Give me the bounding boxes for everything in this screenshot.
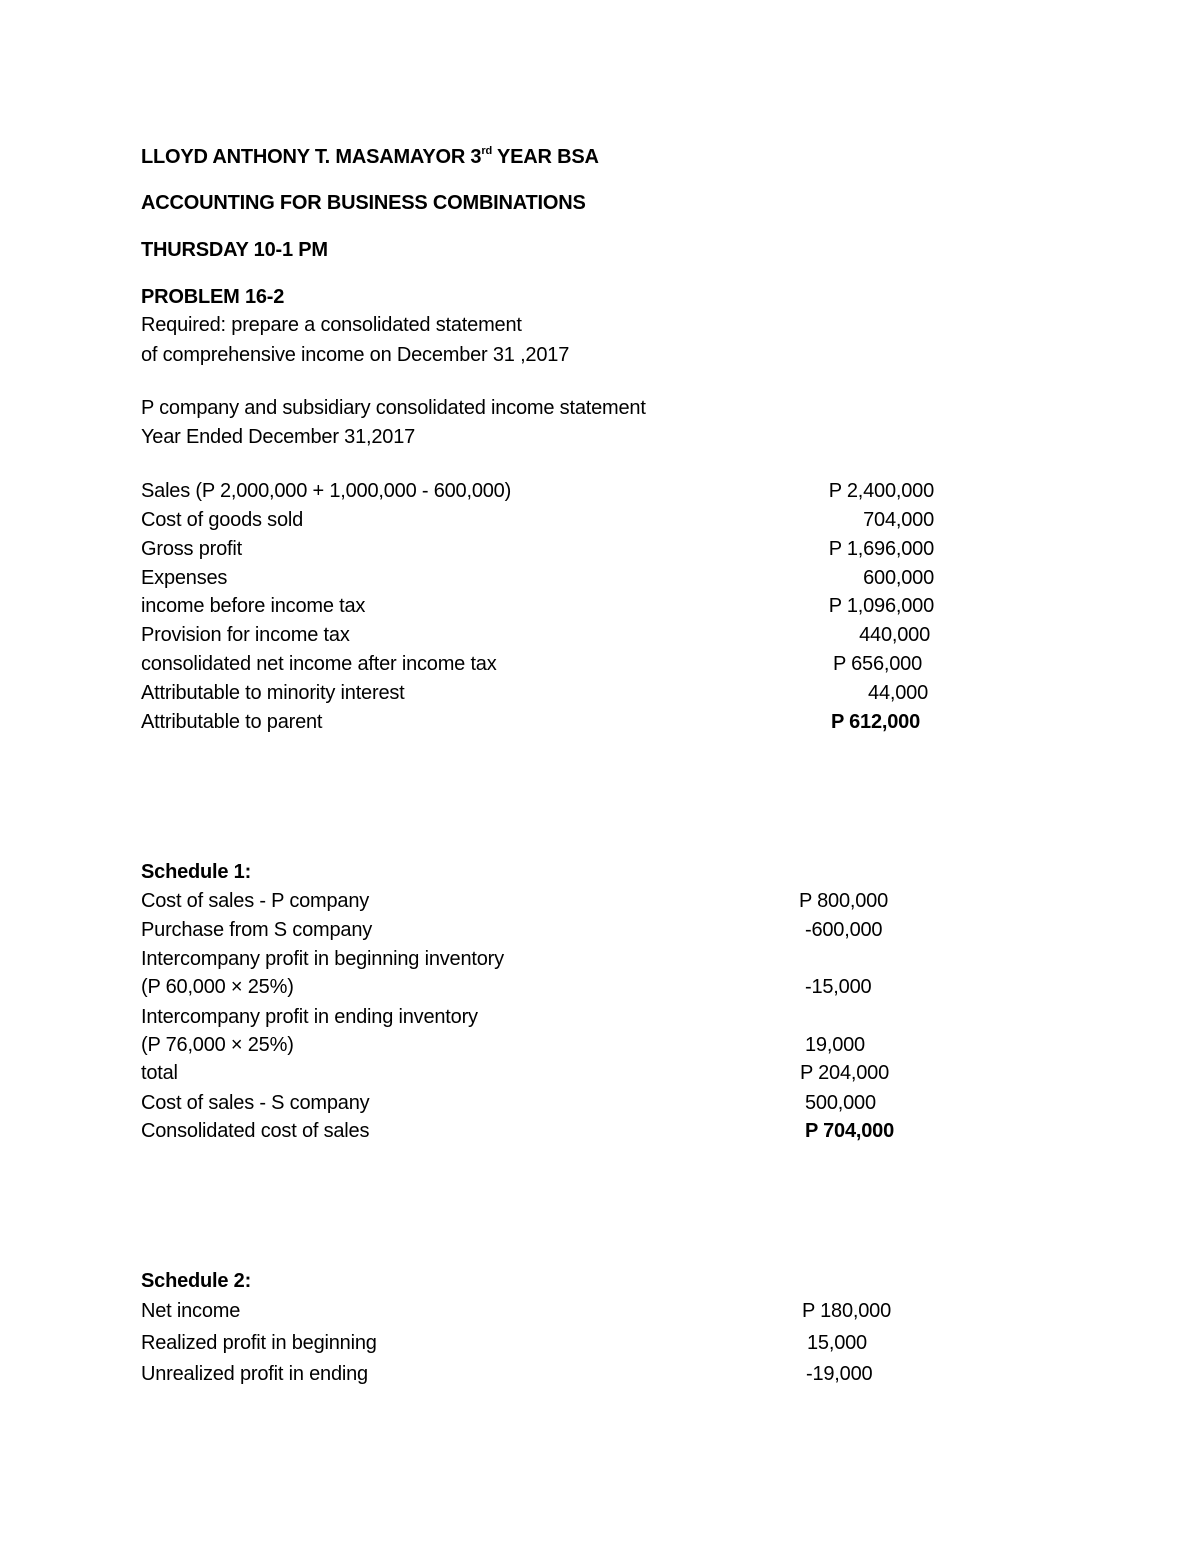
requirement-line-1: Required: prepare a consolidated statement — [141, 314, 522, 336]
schedule-1-row-value: P 800,000 — [799, 890, 889, 912]
schedule-1-row-label: Cost of sales - S company — [141, 1092, 370, 1114]
schedule-2-row-label: Realized profit in beginning — [141, 1332, 377, 1354]
statement-row-value: 44,000 — [868, 682, 928, 704]
schedule-1-row-label: Intercompany profit in beginning inventory — [141, 948, 504, 970]
requirement-line-2: of comprehensive income on December 31 ,2017 — [141, 344, 570, 366]
schedule-2-title: Schedule 2: — [141, 1270, 252, 1292]
statement-row-label: Attributable to parent — [141, 711, 323, 733]
schedule-2-row-value: 15,000 — [807, 1332, 867, 1354]
schedule-1-row-value: 19,000 — [805, 1034, 865, 1056]
schedule-1-row-label: total — [141, 1062, 178, 1084]
schedule-1-row-label: (P 60,000 × 25%) — [141, 976, 294, 998]
statement-row-label: Attributable to minority interest — [141, 682, 405, 704]
schedule-2-row-label: Net income — [141, 1300, 241, 1322]
schedule-1-row-value: -600,000 — [805, 919, 883, 941]
schedule-1-row-label: Consolidated cost of sales — [141, 1120, 370, 1142]
schedule-1-title: Schedule 1: — [141, 861, 252, 883]
statement-title: P company and subsidiary consolidated income statement — [141, 397, 646, 419]
statement-row-label: income before income tax — [141, 595, 366, 617]
course-title: ACCOUNTING FOR BUSINESS COMBINATIONS — [141, 192, 586, 214]
schedule-1-row-label: Cost of sales - P company — [141, 890, 370, 912]
schedule-2-row-label: Unrealized profit in ending — [141, 1363, 368, 1385]
statement-row-label: Provision for income tax — [141, 624, 350, 646]
problem-title: PROBLEM 16-2 — [141, 286, 285, 308]
class-schedule: THURSDAY 10-1 PM — [141, 239, 328, 261]
statement-row-value: 600,000 — [863, 567, 934, 589]
schedule-2-row-value: -19,000 — [806, 1363, 873, 1385]
statement-row-label: Expenses — [141, 567, 228, 589]
ordinal-superscript: rd — [481, 145, 492, 157]
author-name: LLOYD ANTHONY T. MASAMAYOR 3 — [141, 146, 482, 168]
year-level: YEAR BSA — [491, 146, 599, 168]
statement-row-value: P 656,000 — [832, 653, 922, 675]
schedule-2-row-value: P 180,000 — [802, 1300, 892, 1322]
statement-row-value: P 612,000 — [830, 711, 920, 733]
statement-row-value: P 1,096,000 — [828, 595, 934, 617]
statement-row-label: Sales (P 2,000,000 + 1,000,000 - 600,000) — [141, 480, 512, 502]
statement-row-value: 440,000 — [859, 624, 930, 646]
statement-row-value: 704,000 — [863, 509, 934, 531]
statement-row-value: P 1,696,000 — [828, 538, 934, 560]
statement-period: Year Ended December 31,2017 — [141, 426, 416, 448]
statement-row-label: Gross profit — [141, 538, 242, 560]
schedule-1-row-value: P 704,000 — [805, 1120, 895, 1142]
schedule-1-row-label: Purchase from S company — [141, 919, 373, 941]
statement-row-label: consolidated net income after income tax — [141, 653, 497, 675]
statement-row-label: Cost of goods sold — [141, 509, 304, 531]
schedule-1-row-label: Intercompany profit in ending inventory — [141, 1006, 478, 1028]
schedule-1-row-label: (P 76,000 × 25%) — [141, 1034, 294, 1056]
schedule-1-row-value: P 204,000 — [800, 1062, 890, 1084]
schedule-1-row-value: 500,000 — [805, 1092, 876, 1114]
author-line — [141, 144, 599, 170]
statement-row-value: P 2,400,000 — [828, 480, 934, 502]
schedule-1-row-value: -15,000 — [805, 976, 872, 998]
